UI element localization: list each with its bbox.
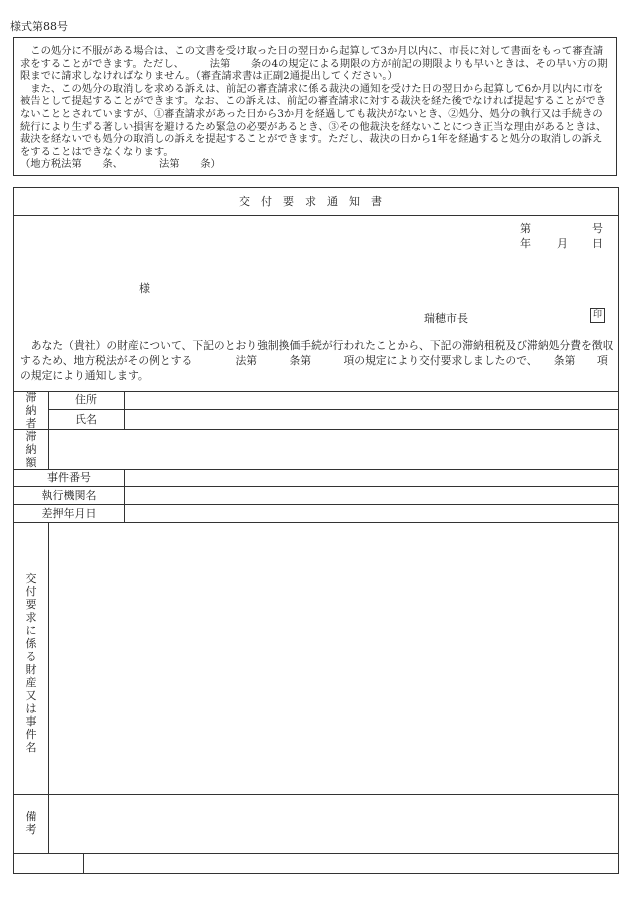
property-bottom-line <box>14 794 618 795</box>
case-label-column-line <box>124 469 125 522</box>
address-name-divider <box>48 409 618 410</box>
seizure-date-label: 差押年月日 <box>41 507 97 520</box>
date-month: 月 <box>557 237 568 250</box>
form-body-text: あなた（貴社）の財産について、下記のとおり強制換価手続が行われたことから、下記の滞納租税及び滞納処分費を徴収するため、地方税法がその例とする 法第 条第 項の規定により交付要求しましたので、 条第 項の規定により通知します。 <box>20 339 614 382</box>
amount-bottom-line <box>14 469 618 470</box>
demand-notice-form <box>13 187 619 874</box>
seizure-date-bottom-line <box>14 522 618 523</box>
agency-bottom-line <box>14 504 618 505</box>
addressee-honorific: 様 <box>139 282 150 295</box>
form-number: 様式第88号 <box>10 20 68 33</box>
delinquent-person-label: 滞納者 <box>25 391 37 430</box>
name-label: 氏名 <box>75 413 97 426</box>
property-label-column-line <box>48 522 49 853</box>
case-number-label: 事件番号 <box>47 471 91 484</box>
table-top-line <box>14 391 618 392</box>
date-day: 日 <box>592 237 603 250</box>
address-label: 住所 <box>75 393 97 406</box>
date-year: 年 <box>520 237 531 250</box>
sublabel-column-line <box>124 391 125 429</box>
notice-paragraph-2: また、この処分の取消しを求める訴えは、前記の審査請求に係る裁決の通知を受けた日の翌日から起算して6か月以内に市を被告として提起することができます。なお、この訴えは、前記の審査請求に対する裁決を経た後でなければ提起することができないこととされていますが、①審査請求があった日から3か月を経過しても裁決がないとき、②処分、処分の執行又は手続きの続行により生ずる著しい損害を避けるため緊急の必要があるとき、③その他裁決を経ないことにつき正当な理由があるときは、裁決を経ないでも処分の取消しの訴えを提起することができます。ただし、裁決の日から1年を経過すると処分の取消しの訴えをすることはできなくなります。 <box>20 82 607 158</box>
footer-row-divider <box>83 853 84 874</box>
delinquent-amount-label: 滞納額 <box>25 430 37 469</box>
remarks-bottom-line <box>14 853 618 854</box>
property-or-case-label: 交付要求に係る財産又は事件名 <box>25 572 37 754</box>
remarks-label: 備考 <box>25 810 37 836</box>
notice-paragraph-1: この処分に不服がある場合は、この文書を受け取った日の翌日から起算して3か月以内に、市長に対して書面をもって審査請求をすることができます。ただし、 法第 条の4の規定による期限の方が前記の期限よりも早いときは、その早い方の期限までに請求しなければなりません。（審査請求書は正副2通提出してください。） <box>20 45 608 83</box>
delinquent-person-bottom-line <box>14 429 618 430</box>
executing-agency-label: 執行機関名 <box>41 489 97 502</box>
case-number-bottom-line <box>14 486 618 487</box>
form-title: 交付要求通知書 <box>14 188 618 216</box>
notice-law-reference: （地方税法第 条、 法第 条） <box>20 158 221 171</box>
number-prefix: 第 <box>520 222 531 235</box>
appeal-notice-box <box>13 37 617 176</box>
number-suffix: 号 <box>592 222 603 235</box>
seal-mark: 印 <box>590 308 605 323</box>
issuer-name: 瑞穂市長 <box>424 312 468 325</box>
